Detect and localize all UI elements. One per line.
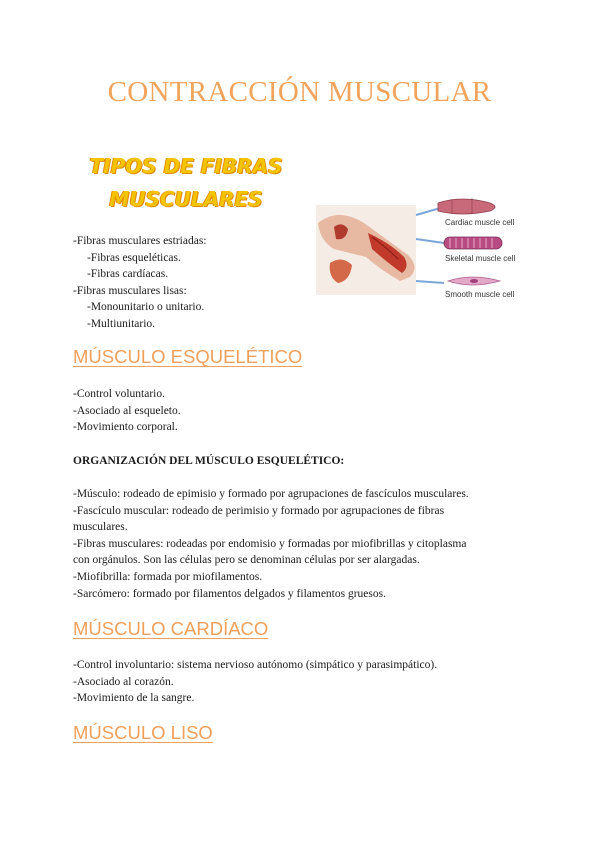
arm-illustration <box>316 205 416 295</box>
organization-heading: ORGANIZACIÓN DEL MÚSCULO ESQUELÉTICO: <box>73 455 345 467</box>
figure-label-smooth: Smooth muscle cell <box>445 290 515 299</box>
list-item: musculares. <box>73 521 128 534</box>
section-heading-cardiac: MÚSCULO CARDÍACO <box>73 618 269 639</box>
muscle-cells-figure <box>312 193 532 305</box>
list-item: -Monounitario o unitario. <box>87 301 205 314</box>
skeletal-features-list <box>73 386 181 436</box>
list-item: -Asociado al corazón. <box>73 675 174 688</box>
list-item: -Fibras musculares: rodeadas por endomisio y formadas por miofibrillas y citoplasma <box>73 537 467 550</box>
list-item: -Control involuntario: sistema nervioso autónomo (simpático y parasimpático). <box>73 659 438 671</box>
list-item: -Fibras esqueléticas. <box>87 251 181 264</box>
smooth-cell-icon <box>448 277 500 285</box>
list-item: -Sarcómero: formado por filamentos delgados y filamentos gruesos. <box>73 587 386 600</box>
list-item: -Fibras cardíacas. <box>87 268 169 281</box>
list-item: -Movimiento de la sangre. <box>73 692 195 705</box>
list-item: -Multiunitario. <box>87 317 156 330</box>
list-item: -Asociado al esqueleto. <box>73 404 181 417</box>
list-item: -Control voluntario. <box>73 388 165 400</box>
subtitle-line-2: MUSCULARES <box>109 187 263 211</box>
figure-label-cardiac: Cardiac muscle cell <box>445 218 515 227</box>
list-item: -Movimiento corporal. <box>73 421 178 434</box>
cardiac-cell-icon <box>438 198 495 214</box>
section-heading-smooth: MÚSCULO LISO <box>73 722 213 743</box>
list-item: -Miofibrilla: formada por miofilamentos. <box>73 570 263 583</box>
organization-list <box>73 486 469 602</box>
skeletal-cell-icon <box>444 237 502 249</box>
list-item: -Fibras musculares estriadas: <box>73 235 207 247</box>
list-item: -Músculo: rodeado de epimisio y formado por agrupaciones de fascículos musculares. <box>73 488 469 500</box>
figure-label-skeletal: Skeletal muscle cell <box>445 254 516 263</box>
cardiac-features-list <box>73 657 437 707</box>
list-item: con orgánulos. Son las células pero se denominan células por ser alargadas. <box>73 554 420 567</box>
page-title: CONTRACCIÓN MUSCULAR <box>107 76 492 108</box>
fiber-types-list <box>73 233 207 333</box>
list-item: -Fascículo muscular: rodeado de perimisio y formado por agrupaciones de fibras <box>73 504 445 517</box>
list-item: -Fibras musculares lisas: <box>73 284 187 297</box>
section-heading-skeletal: MÚSCULO ESQUELÉTICO <box>73 346 303 367</box>
subtitle-line-1: TIPOS DE FIBRAS <box>89 154 283 178</box>
